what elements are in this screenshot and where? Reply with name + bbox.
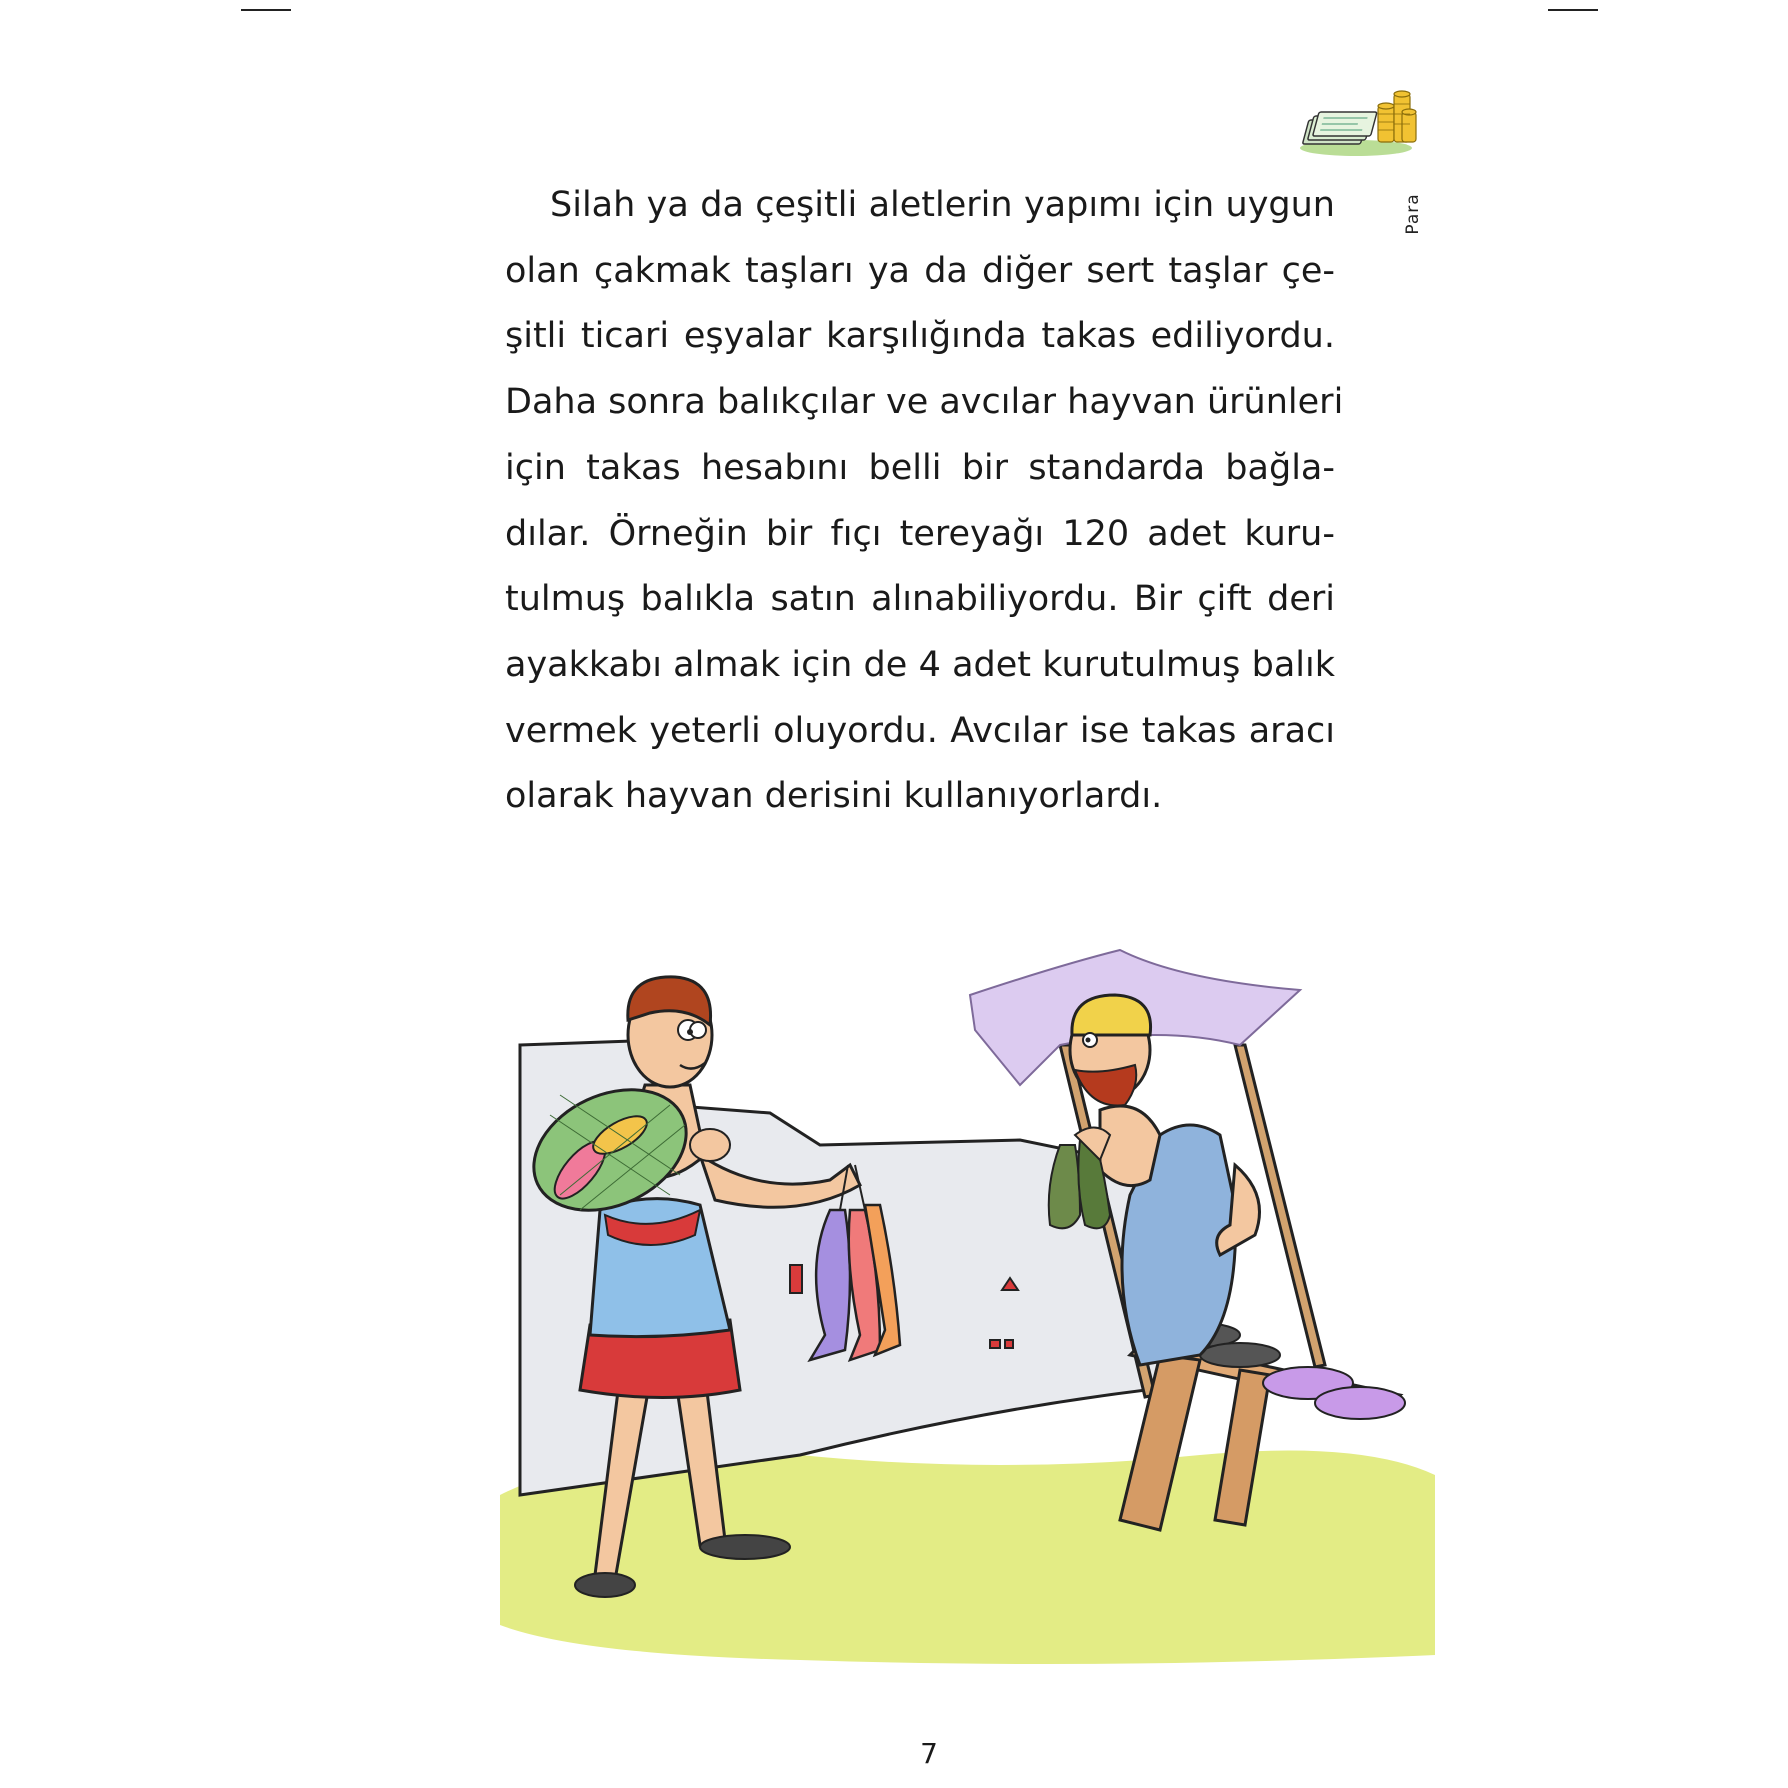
- grass-ground: [500, 1450, 1435, 1664]
- page-number: 7: [920, 1737, 938, 1770]
- paragraph-line: dılar. Örneğin bir fıçı tereyağı 120 adet kuru-: [505, 513, 1335, 554]
- body-paragraph: [505, 173, 1344, 830]
- paragraph-line: vermek yeterli oluyordu. Avcılar ise takas aracı: [505, 710, 1335, 751]
- paragraph-line: olan çakmak taşları ya da diğer sert taşlar çe-: [505, 250, 1335, 291]
- money-icon: [1298, 86, 1418, 161]
- paragraph-line: ayakkabı almak için de 4 adet kurutulmuş balık: [505, 644, 1335, 685]
- paragraph-line: şitli ticari eşyalar karşılığında takas ediliyordu.: [505, 316, 1335, 357]
- paragraph-line: tulmuş balıkla satın alınabiliyordu. Bir çift deri: [505, 579, 1335, 620]
- crop-mark-right: [1548, 9, 1598, 11]
- paragraph-line: Daha sonra balıkçılar ve avcılar hayvan ürünleri: [505, 382, 1344, 423]
- paragraph-line: için takas hesabını belli bir standarda bağla-: [505, 447, 1335, 488]
- running-head: Para: [1403, 193, 1423, 235]
- paragraph-line: Silah ya da çeşitli aletlerin yapımı için uygun: [550, 185, 1335, 225]
- crop-mark-left: [241, 9, 291, 11]
- paragraph-line: olarak hayvan derisini kullanıyorlardı.: [505, 776, 1163, 817]
- barter-market-illustration: [500, 935, 1435, 1665]
